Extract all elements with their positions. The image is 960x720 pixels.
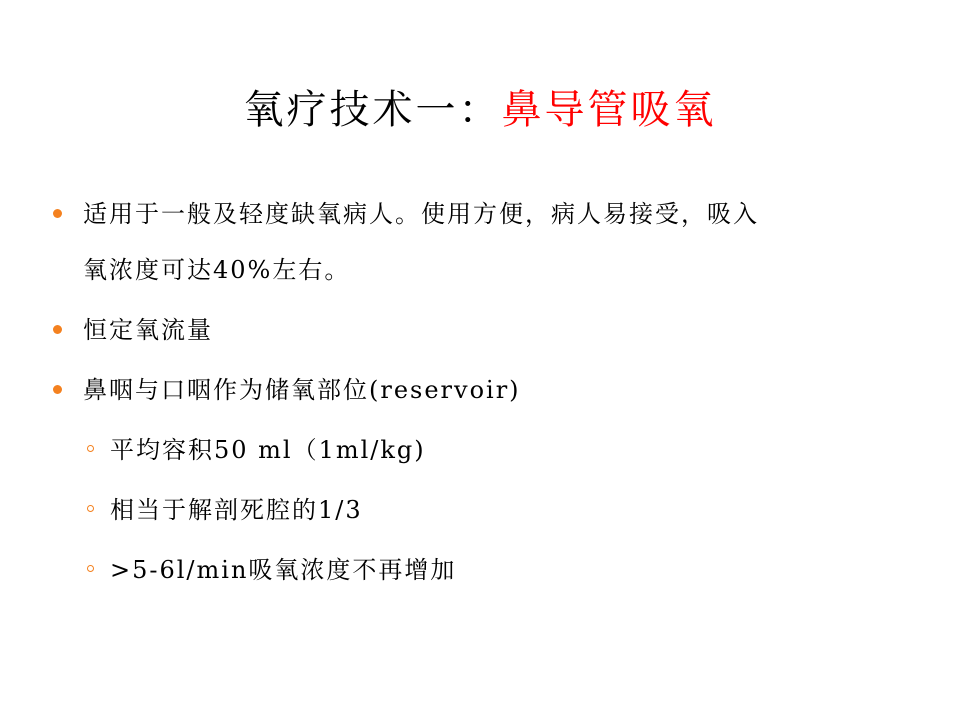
bullet-ring-icon <box>87 445 94 452</box>
sub-bullet-text: 相当于解剖死腔的1/3 <box>110 496 363 524</box>
title-prefix: 氧疗技术一： <box>243 87 502 133</box>
bullet-ring-icon <box>87 505 94 512</box>
title-highlight: 鼻导管吸氧 <box>501 87 717 133</box>
bullet-ring-icon <box>87 565 94 572</box>
bullet-dot-icon <box>53 325 62 334</box>
bullet-item <box>50 302 930 358</box>
bullet-dot-icon <box>53 385 62 394</box>
bullet-list <box>50 186 930 602</box>
bullet-line: 氧浓度可达40%左右。 <box>83 256 351 284</box>
bullet-dot-icon <box>53 209 62 218</box>
bullet-item <box>50 186 930 298</box>
sub-bullet-item <box>50 422 930 478</box>
bullet-text: 恒定氧流量 <box>83 316 213 344</box>
bullet-text: 鼻咽与口咽作为储氧部位(reservoir) <box>83 376 521 404</box>
bullet-item <box>50 362 930 418</box>
slide-title <box>0 82 960 138</box>
sub-bullet-item <box>50 482 930 538</box>
bullet-line: 适用于一般及轻度缺氧病人。使用方便，病人易接受，吸入 <box>83 200 759 228</box>
sub-bullet-text: >5-6l/min吸氧浓度不再增加 <box>110 556 457 584</box>
sub-bullet-item <box>50 542 930 598</box>
sub-bullet-text: 平均容积50 ml（1ml/kg) <box>110 436 426 464</box>
